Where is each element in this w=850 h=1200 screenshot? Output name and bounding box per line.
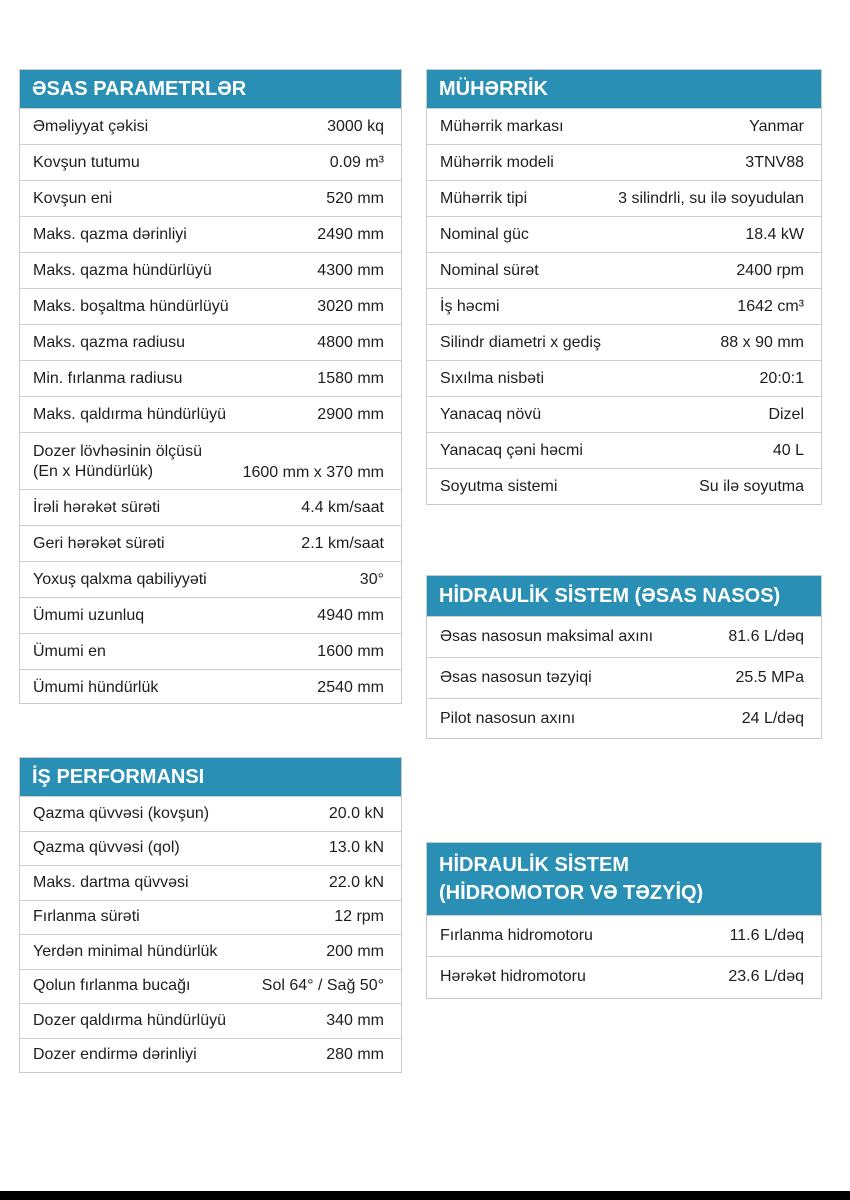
table-row bbox=[20, 216, 401, 252]
row-value: 340 mm bbox=[326, 1011, 384, 1029]
row-label: Qazma qüvvəsi (qol) bbox=[33, 839, 180, 857]
row-value: 20:0:1 bbox=[759, 369, 804, 387]
table-row bbox=[427, 216, 821, 252]
table-row bbox=[20, 831, 401, 866]
row-value: 3020 mm bbox=[317, 297, 384, 315]
table-row bbox=[20, 525, 401, 561]
row-value: 1642 cm³ bbox=[737, 297, 804, 315]
row-value: 30° bbox=[359, 570, 384, 588]
table-row bbox=[20, 489, 401, 525]
table-row bbox=[427, 324, 821, 360]
row-value: 4940 mm bbox=[317, 606, 384, 624]
row-value: 200 mm bbox=[326, 942, 384, 960]
hydraulic-main-pump-table bbox=[426, 575, 822, 739]
row-label: Qolun fırlanma bucağı bbox=[33, 977, 191, 995]
row-label: Dozer qaldırma hündürlüyü bbox=[33, 1011, 226, 1029]
row-label: Mühərrik tipi bbox=[440, 189, 528, 207]
row-label: Dozer endirmə dərinliyi bbox=[33, 1046, 197, 1064]
row-label: Ümumi en bbox=[33, 642, 106, 660]
table-row bbox=[427, 396, 821, 432]
table-row bbox=[427, 956, 821, 997]
row-value: Su ilə soyutma bbox=[699, 477, 804, 495]
row-value: Dizel bbox=[768, 405, 804, 423]
row-label: Min. fırlanma radiusu bbox=[33, 369, 183, 387]
row-value: 81.6 L/dəq bbox=[728, 628, 804, 645]
table-row bbox=[20, 934, 401, 969]
table-row bbox=[20, 900, 401, 935]
row-label-line1: Dozer lövhəsinin ölçüsü bbox=[33, 443, 202, 460]
row-value: 0.09 m³ bbox=[329, 153, 384, 171]
table-row bbox=[20, 597, 401, 633]
row-value: 11.6 L/dəq bbox=[729, 927, 804, 944]
row-label-line2: (En x Hündürlük) bbox=[33, 463, 154, 480]
hydraulic-motor-table bbox=[426, 842, 822, 999]
table-row bbox=[20, 1003, 401, 1038]
row-value: 4800 mm bbox=[317, 333, 384, 351]
row-label: Silindr diametri x gediş bbox=[440, 333, 601, 351]
row-value: 24 L/dəq bbox=[741, 710, 804, 727]
work-performance-table bbox=[19, 757, 402, 1073]
row-value: 2540 mm bbox=[317, 678, 384, 696]
table-row bbox=[427, 657, 821, 698]
row-value: 40 L bbox=[772, 441, 804, 459]
main-parameters-table bbox=[19, 69, 402, 704]
table-row bbox=[20, 108, 401, 144]
row-value: 520 mm bbox=[326, 189, 384, 207]
row-value: 20.0 kN bbox=[328, 804, 384, 822]
table-row bbox=[20, 796, 401, 831]
row-label: Əsas nasosun maksimal axını bbox=[440, 628, 654, 645]
hydraulic-main-pump-header bbox=[427, 576, 821, 616]
row-value: 13.0 kN bbox=[328, 839, 384, 857]
row-label: Əsas nasosun təzyiqi bbox=[440, 669, 592, 686]
table-row bbox=[427, 468, 821, 504]
row-label: Maks. qazma hündürlüyü bbox=[33, 261, 212, 279]
row-label: Maks. dartma qüvvəsi bbox=[33, 873, 189, 891]
table-row bbox=[427, 698, 821, 739]
row-label: Pilot nasosun axını bbox=[440, 710, 576, 727]
table-row bbox=[20, 396, 401, 432]
row-value: 1580 mm bbox=[317, 369, 384, 387]
row-value: 2900 mm bbox=[317, 405, 384, 423]
row-label: İş həcmi bbox=[440, 297, 500, 315]
row-value: 3TNV88 bbox=[745, 153, 804, 171]
row-value: 4300 mm bbox=[317, 261, 384, 279]
row-value: Yanmar bbox=[749, 117, 804, 135]
row-label: Nominal sürət bbox=[440, 261, 539, 279]
table-row bbox=[20, 144, 401, 180]
row-label: Hərəkət hidromotoru bbox=[440, 968, 586, 985]
row-label: Ümumi uzunluq bbox=[33, 606, 145, 624]
table-row bbox=[20, 561, 401, 597]
main-parameters-title: ƏSAS PARAMETRLƏR bbox=[32, 78, 247, 100]
engine-title: MÜHƏRRİK bbox=[439, 78, 548, 100]
row-label: Kovşun tutumu bbox=[33, 153, 140, 171]
row-label: Yanacaq çəni həcmi bbox=[440, 441, 583, 459]
work-performance-header bbox=[20, 758, 401, 796]
row-label: Maks. boşaltma hündürlüyü bbox=[33, 297, 229, 315]
hydraulic-motor-title-line1: HİDRAULİK SİSTEM bbox=[439, 854, 629, 876]
row-value: Sol 64° / Sağ 50° bbox=[261, 977, 384, 995]
table-row bbox=[20, 288, 401, 324]
row-value: 18.4 kW bbox=[745, 225, 804, 243]
table-row bbox=[20, 669, 401, 705]
row-value: 1600 mm bbox=[317, 642, 384, 660]
table-row bbox=[20, 1038, 401, 1073]
row-value: 1600 mm x 370 mm bbox=[242, 464, 384, 481]
row-label: İrəli hərəkət sürəti bbox=[33, 498, 161, 516]
row-label: Yanacaq növü bbox=[440, 405, 542, 423]
table-row bbox=[20, 865, 401, 900]
row-value: 12 rpm bbox=[334, 908, 384, 926]
row-label: Soyutma sistemi bbox=[440, 477, 558, 495]
work-performance-title: İŞ PERFORMANSI bbox=[32, 766, 205, 788]
row-value: 25.5 MPa bbox=[735, 669, 804, 686]
row-label: Mühərrik markası bbox=[440, 117, 564, 135]
table-row bbox=[20, 252, 401, 288]
table-row bbox=[427, 360, 821, 396]
row-value: 23.6 L/dəq bbox=[728, 968, 804, 985]
row-label: Nominal güc bbox=[440, 225, 529, 243]
table-row bbox=[427, 616, 821, 657]
row-value: 3000 kq bbox=[327, 117, 384, 135]
table-row bbox=[427, 144, 821, 180]
row-value: 2400 rpm bbox=[736, 261, 804, 279]
row-label: Yerdən minimal hündürlük bbox=[33, 942, 218, 960]
bottom-bar bbox=[0, 1191, 850, 1200]
hydraulic-motor-title-line2: (HİDROMOTOR VƏ TƏZYİQ) bbox=[439, 882, 704, 904]
row-label: Maks. qazma radiusu bbox=[33, 333, 186, 351]
row-value: 22.0 kN bbox=[328, 873, 384, 891]
row-label: Ümumi hündürlük bbox=[33, 678, 159, 696]
table-row bbox=[20, 969, 401, 1004]
row-value: 2490 mm bbox=[317, 225, 384, 243]
table-row bbox=[427, 180, 821, 216]
row-label: Mühərrik modeli bbox=[440, 153, 554, 171]
main-parameters-header bbox=[20, 70, 401, 108]
table-row bbox=[427, 432, 821, 468]
table-row bbox=[20, 360, 401, 396]
row-value: 3 silindrli, su ilə soyudulan bbox=[618, 189, 804, 207]
engine-table bbox=[426, 69, 822, 505]
row-label: Fırlanma sürəti bbox=[33, 908, 140, 926]
row-value: 4.4 km/saat bbox=[301, 498, 384, 516]
table-row bbox=[427, 252, 821, 288]
row-value: 280 mm bbox=[326, 1046, 384, 1064]
table-row bbox=[20, 432, 401, 489]
hydraulic-main-pump-title: HİDRAULİK SİSTEM (ƏSAS NASOS) bbox=[439, 585, 781, 607]
table-row bbox=[20, 633, 401, 669]
row-label: Maks. qazma dərinliyi bbox=[33, 225, 187, 243]
row-label: Sıxılma nisbəti bbox=[440, 369, 545, 387]
row-label: Qazma qüvvəsi (kovşun) bbox=[33, 804, 210, 822]
row-label bbox=[33, 442, 202, 482]
row-label: Fırlanma hidromotoru bbox=[440, 927, 593, 944]
table-row bbox=[20, 324, 401, 360]
table-row bbox=[20, 180, 401, 216]
row-value: 88 x 90 mm bbox=[720, 333, 804, 351]
table-row bbox=[427, 108, 821, 144]
table-row bbox=[427, 288, 821, 324]
table-row bbox=[427, 915, 821, 956]
row-label: Geri hərəkət sürəti bbox=[33, 534, 165, 552]
row-label: Kovşun eni bbox=[33, 189, 113, 207]
engine-header bbox=[427, 70, 821, 108]
hydraulic-motor-header bbox=[427, 843, 821, 915]
row-label: Əməliyyat çəkisi bbox=[33, 117, 149, 135]
row-label: Maks. qaldırma hündürlüyü bbox=[33, 405, 226, 423]
row-value: 2.1 km/saat bbox=[301, 534, 384, 552]
row-label: Yoxuş qalxma qabiliyyəti bbox=[33, 570, 207, 588]
